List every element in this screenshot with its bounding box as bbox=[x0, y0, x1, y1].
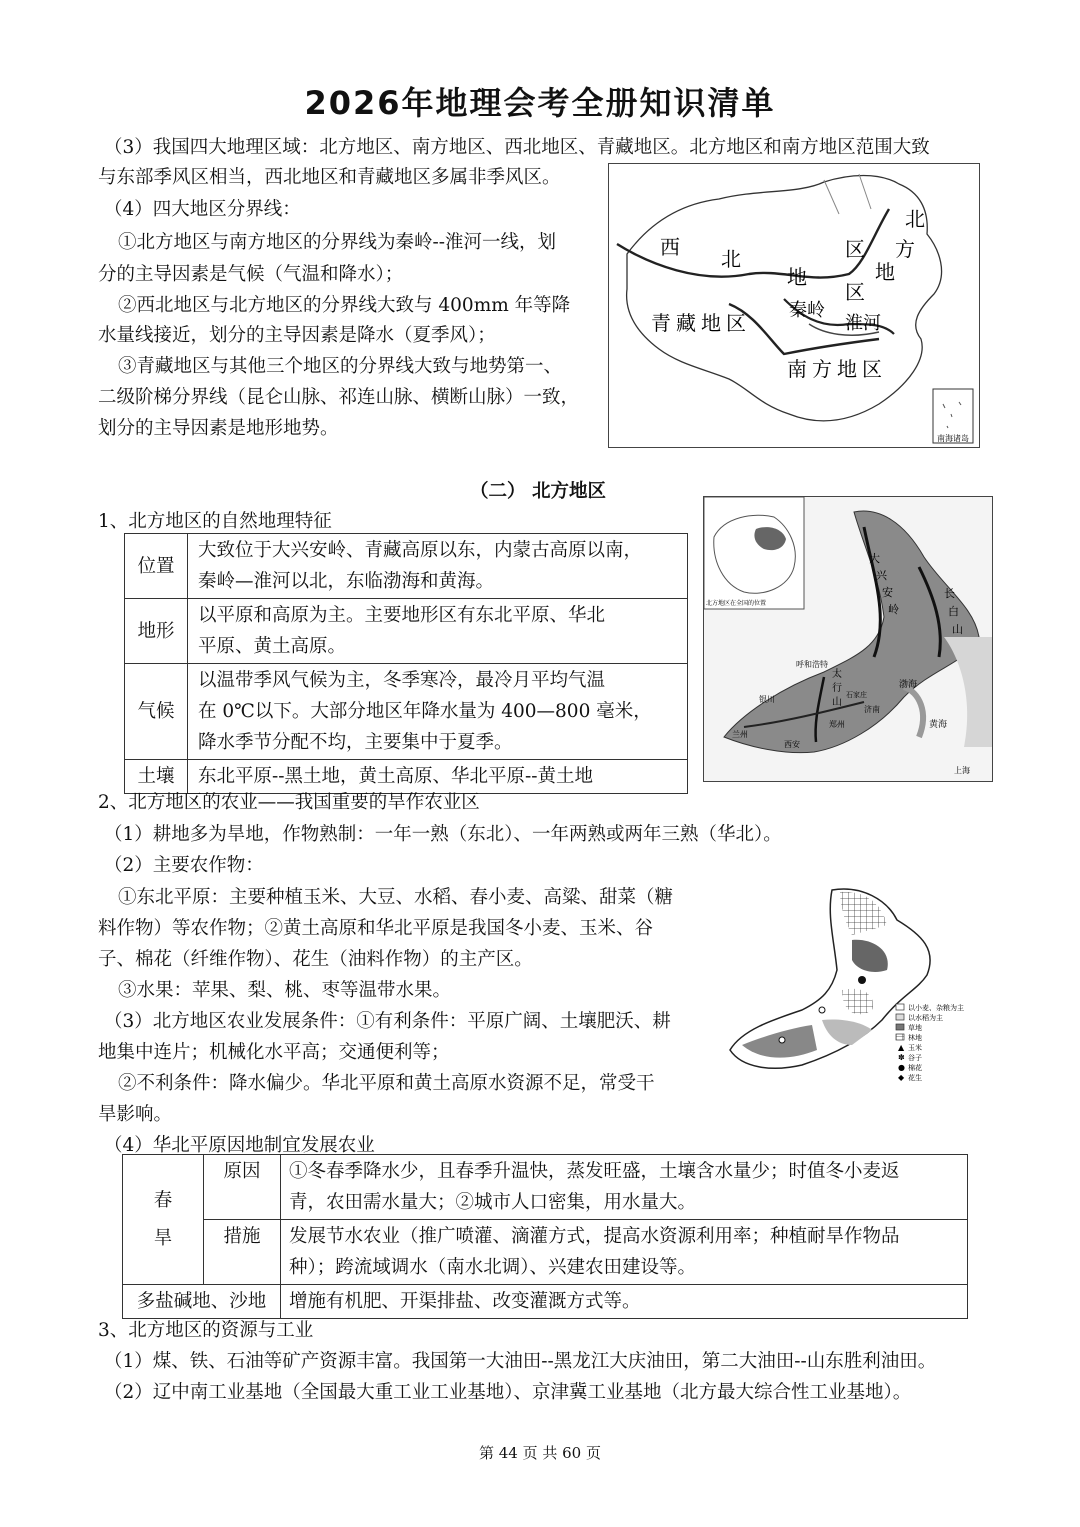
map2-label-8: 太 bbox=[832, 669, 842, 680]
map2-label-13: 石家庄 bbox=[846, 691, 867, 699]
measure-line: 发展节水农业（推广喷灌、滴灌方式，提高水资源利用率；种植耐旱作物品 bbox=[289, 1226, 900, 1247]
s2-3d: 旱影响。 bbox=[98, 1104, 173, 1125]
legend-5: 谷子 bbox=[908, 1054, 922, 1062]
legend-0: 以小麦、杂粮为主 bbox=[908, 1004, 964, 1012]
legend-4: 玉米 bbox=[908, 1044, 922, 1052]
salt-key: 多盐碱地、沙地 bbox=[123, 1285, 281, 1319]
legend-7: 花生 bbox=[908, 1074, 922, 1082]
s2-2c: 子、棉花（纤维作物）、花生（油料作物）的主产区。 bbox=[98, 949, 533, 970]
row-value-line: 降水季节分配不均，主要集中于夏季。 bbox=[198, 732, 513, 753]
s2-2: （2）主要农作物： bbox=[104, 855, 264, 876]
map1-label-8: 青藏地区 bbox=[651, 311, 751, 335]
boundary-2b: 水量线接近，划分的主导因素是降水（夏季风）； bbox=[98, 325, 496, 346]
row-key: 位置 bbox=[125, 534, 188, 599]
cause-line: ①冬春季降水少，且春季升温快，蒸发旺盛，土壤含水量少；时值冬小麦返 bbox=[289, 1161, 900, 1182]
natural-features-table bbox=[124, 533, 688, 794]
china-regions-map bbox=[608, 163, 980, 448]
legend-6: 棉花 bbox=[908, 1064, 922, 1072]
map1-label-6: 地 bbox=[875, 260, 895, 284]
row-value-line: 平原、黄土高原。 bbox=[198, 636, 347, 657]
s2-title: 2、北方地区的农业——我国重要的旱作农业区 bbox=[98, 792, 480, 813]
row-key: 地形 bbox=[125, 599, 188, 664]
table-row bbox=[125, 599, 688, 664]
table-row bbox=[123, 1285, 968, 1319]
drought-char: 旱 bbox=[153, 1227, 173, 1249]
map1-label-2: 地 bbox=[787, 265, 807, 289]
map1-label-5: 方 bbox=[895, 237, 915, 261]
map1-label-10: 淮河 bbox=[845, 313, 881, 334]
map1-label-1: 北 bbox=[721, 247, 741, 271]
table-row bbox=[125, 664, 688, 760]
measure-line: 种）；跨流域调水（南水北调）、兴建农田建设等。 bbox=[289, 1257, 697, 1278]
cause-key: 原因 bbox=[204, 1155, 281, 1220]
map2-label-4: 长 bbox=[944, 587, 955, 600]
s2-3a: （3）北方地区农业发展条件：①有利条件：平原广阔、土壤肥沃、耕 bbox=[104, 1011, 671, 1032]
map1-label-3: 区 bbox=[845, 237, 865, 261]
s2-3c: ②不利条件：降水偏少。华北平原和黄土高原水资源不足，常受干 bbox=[118, 1073, 655, 1094]
row-value-line: 在 0℃以下。大部分地区年降水量为 400—800 毫米， bbox=[198, 701, 652, 722]
table-row bbox=[125, 534, 688, 599]
map1-label-11: 南方地区 bbox=[787, 357, 887, 381]
boundary-3c: 划分的主导因素是地形地势。 bbox=[98, 418, 339, 439]
svg-text:◆: ◆ bbox=[898, 1073, 905, 1082]
paragraph-regions-1: （3）我国四大地理区域：北方地区、南方地区、西北地区、青藏地区。北方地区和南方地区范围大致 bbox=[104, 137, 930, 158]
boundary-3a: ③青藏地区与其他三个地区的分界线大致与地势第一、 bbox=[118, 356, 563, 377]
boundary-1b: 分的主导因素是气候（气温和降水）； bbox=[98, 264, 404, 285]
s2-3b: 地集中连片；机械化水平高；交通便利等； bbox=[98, 1042, 450, 1063]
cause-line: 青，农田需水量大；②城市人口密集，用水量大。 bbox=[289, 1192, 697, 1213]
map2-label-10: 山 bbox=[832, 697, 842, 708]
spring-drought-table bbox=[122, 1154, 968, 1319]
boundary-2a: ②西北地区与北方地区的分界线大致与 400mm 年等降 bbox=[118, 295, 571, 316]
s2-2a: ①东北平原：主要种植玉米、大豆、水稻、春小麦、高粱、甜菜（糖 bbox=[118, 887, 674, 908]
row-value-line: 大致位于大兴安岭、青藏高原以东，内蒙古高原以南， bbox=[198, 540, 643, 561]
boundary-1a: ①北方地区与南方地区的分界线为秦岭--淮河一线，划 bbox=[118, 232, 557, 253]
agriculture-map bbox=[722, 880, 990, 1095]
map1-label-4: 北 bbox=[905, 207, 925, 231]
row-value-line: 以温带季风气候为主，冬季寒冷，最冷月平均气温 bbox=[198, 670, 606, 691]
s2-1: （1）耕地多为旱地，作物熟制：一年一熟（东北）、一年两熟或两年三熟（华北）。 bbox=[104, 824, 782, 845]
map2-label-19: 上海 bbox=[954, 766, 970, 775]
map1-label-0: 西 bbox=[660, 235, 680, 259]
map2-label-7: 呼和浩特 bbox=[796, 660, 828, 669]
page-title: 2026年地理会考全册知识清单 bbox=[304, 84, 776, 122]
map2-caption: 北方地区在全国的位置 bbox=[706, 600, 767, 607]
page-footer: 第 44 页 共 60 页 bbox=[478, 1444, 601, 1462]
table-row bbox=[123, 1155, 968, 1220]
map2-label-5: 白 bbox=[948, 605, 959, 618]
paragraph-regions-2: 与东部季风区相当，西北地区和青藏地区多属非季风区。 bbox=[98, 167, 561, 188]
map1-inset-label: 南海诸岛 bbox=[937, 434, 969, 443]
section-heading-north: （二） 北方地区 bbox=[470, 481, 606, 502]
map2-label-18: 黄海 bbox=[929, 720, 948, 730]
paragraph-boundary-title: （4）四大地区分界线： bbox=[104, 199, 301, 220]
legend-1: 以水稻为主 bbox=[908, 1014, 943, 1022]
svg-text:▲: ▲ bbox=[898, 1043, 905, 1052]
map2-label-16: 西安 bbox=[784, 740, 800, 749]
map2-label-3: 岭 bbox=[888, 603, 899, 616]
salt-value: 增施有机肥、开渠排盐、改变灌溉方式等。 bbox=[281, 1285, 968, 1319]
table-row bbox=[125, 760, 688, 794]
s2-2d: ③水果：苹果、梨、桃、枣等温带水果。 bbox=[118, 980, 452, 1001]
north-region-map bbox=[703, 496, 993, 782]
svg-text:●: ● bbox=[898, 1063, 905, 1072]
map2-label-17: 渤海 bbox=[899, 680, 918, 690]
map2-label-6: 山 bbox=[952, 623, 963, 636]
map2-label-1: 兴 bbox=[876, 569, 887, 582]
s2-2b: 料作物）等农作物；②黄土高原和华北平原是我国冬小麦、玉米、谷 bbox=[98, 918, 654, 939]
row-value-line: 秦岭—淮河以北，东临渤海和黄海。 bbox=[198, 571, 495, 592]
map2-label-9: 行 bbox=[832, 683, 842, 694]
s3-2: （2）辽中南工业基地（全国最大重工业工业基地）、京津冀工业基地（北方最大综合性工业基地）。 bbox=[104, 1382, 912, 1403]
map2-label-12: 兰州 bbox=[732, 730, 748, 739]
measure-key: 措施 bbox=[204, 1220, 281, 1285]
row-value-line: 东北平原--黑土地，黄土高原、华北平原--黄土地 bbox=[188, 760, 688, 794]
s2-4: （4）华北平原因地制宜发展农业 bbox=[104, 1135, 375, 1156]
spring-drought-cell bbox=[123, 1155, 204, 1285]
row-key: 土壤 bbox=[125, 760, 188, 794]
map1-label-9: 秦岭 bbox=[789, 300, 825, 321]
map2-label-14: 济南 bbox=[864, 705, 880, 714]
s3-1: （1）煤、铁、石油等矿产资源丰富。我国第一大油田--黑龙江大庆油田，第二大油田--山东胜利油田。 bbox=[104, 1351, 937, 1372]
legend-3: 林地 bbox=[908, 1034, 922, 1042]
map2-label-0: 大 bbox=[869, 552, 880, 565]
table-row bbox=[123, 1220, 968, 1285]
spring-char: 春 bbox=[153, 1189, 173, 1211]
map1-label-7: 区 bbox=[845, 280, 865, 304]
s3-title: 3、北方地区的资源与工业 bbox=[98, 1320, 314, 1341]
map2-label-15: 郑州 bbox=[829, 720, 845, 729]
s1-title: 1、北方地区的自然地理特征 bbox=[98, 511, 332, 532]
map2-label-11: 银川 bbox=[759, 695, 775, 704]
row-value-line: 以平原和高原为主。主要地形区有东北平原、华北 bbox=[198, 605, 606, 626]
china-outline bbox=[627, 176, 942, 421]
row-key: 气候 bbox=[125, 664, 188, 760]
boundary-3b: 二级阶梯分界线（昆仑山脉、祁连山脉、横断山脉）一致， bbox=[98, 387, 580, 408]
map2-label-2: 安 bbox=[882, 586, 893, 599]
svg-text:✽: ✽ bbox=[898, 1053, 905, 1062]
legend-2: 草地 bbox=[908, 1024, 922, 1032]
